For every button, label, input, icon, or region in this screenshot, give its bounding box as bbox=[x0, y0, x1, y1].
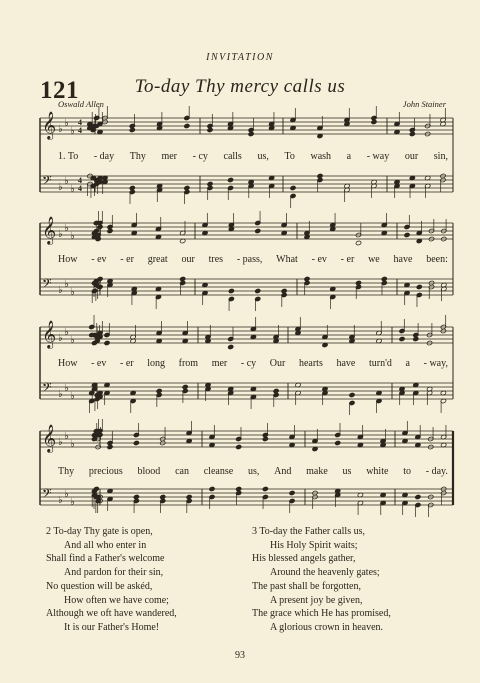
lyric-syllable: - pass, bbox=[236, 254, 263, 265]
lyric-syllable: Thy bbox=[129, 151, 146, 162]
hymn-number: 121 bbox=[40, 77, 79, 104]
notehead bbox=[209, 486, 215, 491]
treble-clef-icon: 𝄞 bbox=[42, 424, 57, 452]
lyric-syllable: And bbox=[274, 466, 292, 477]
flat-icon: ♭ bbox=[64, 279, 69, 290]
lyric-line bbox=[58, 358, 448, 369]
notehead bbox=[91, 340, 97, 345]
notehead bbox=[349, 392, 355, 397]
lyric-syllable: to bbox=[403, 466, 411, 477]
flat-icon: ♭ bbox=[58, 389, 63, 400]
verse-line: The past shall be forgotten, bbox=[252, 580, 361, 592]
lyric-syllable: - way bbox=[366, 151, 390, 162]
time-signature: 4 bbox=[78, 176, 82, 185]
lyric-syllable: us, bbox=[257, 151, 269, 162]
verse-line: 3 To-day the Father calls us, bbox=[252, 526, 365, 537]
notehead bbox=[107, 444, 113, 449]
flat-icon: ♭ bbox=[64, 431, 69, 442]
lyric-syllable: precious bbox=[88, 466, 123, 477]
verse-line: How often we have come; bbox=[64, 594, 169, 606]
flat-icon: ♭ bbox=[58, 437, 63, 448]
flat-icon: ♭ bbox=[58, 229, 63, 240]
flat-icon: ♭ bbox=[70, 126, 75, 137]
lyric-syllable: tres bbox=[208, 254, 224, 265]
notehead bbox=[415, 494, 421, 499]
lyric-syllable: have bbox=[336, 358, 356, 369]
treble-clef-icon: 𝄞 bbox=[42, 216, 57, 244]
lyric-syllable: - ev bbox=[311, 254, 327, 265]
flat-icon: ♭ bbox=[70, 231, 75, 242]
lyric-syllable: a bbox=[346, 151, 352, 162]
notehead bbox=[133, 440, 139, 445]
flat-icon: ♭ bbox=[64, 327, 69, 338]
notehead bbox=[409, 131, 415, 136]
composer-name: John Stainer bbox=[402, 99, 446, 109]
treble-clef-icon: 𝄞 bbox=[42, 111, 57, 139]
lyric-syllable: a bbox=[405, 358, 410, 369]
lyric-syllable: from bbox=[178, 358, 199, 369]
lyric-syllable: - er bbox=[340, 254, 355, 265]
flat-icon: ♭ bbox=[58, 182, 63, 193]
lyric-syllable: Thy bbox=[58, 466, 75, 477]
lyric-syllable: wash bbox=[310, 151, 332, 162]
flat-icon: ♭ bbox=[64, 489, 69, 500]
notehead bbox=[228, 344, 234, 349]
lyric-syllable: - cy bbox=[240, 358, 257, 369]
verse-line: And all who enter in bbox=[64, 539, 147, 551]
lyric-syllable: To bbox=[284, 151, 295, 162]
bass-clef-icon: 𝄢 bbox=[42, 173, 52, 191]
lyric-syllable: - cy bbox=[192, 151, 208, 162]
flat-icon: ♭ bbox=[64, 176, 69, 187]
notehead bbox=[248, 131, 254, 136]
lyric-syllable: - way, bbox=[423, 358, 448, 369]
verse-line: The grace which He has promised, bbox=[252, 608, 391, 620]
notehead bbox=[335, 440, 341, 445]
lyric-syllable: our bbox=[181, 254, 195, 265]
notehead bbox=[228, 288, 234, 293]
notehead bbox=[289, 490, 295, 495]
lyric-syllable: - ev bbox=[91, 358, 107, 369]
flat-icon: ♭ bbox=[64, 223, 69, 234]
author-name: Oswald Allen bbox=[58, 99, 104, 109]
time-signature: 4 bbox=[78, 118, 82, 127]
notehead bbox=[371, 119, 377, 124]
verse-3 bbox=[252, 525, 391, 635]
flat-icon: ♭ bbox=[58, 333, 63, 344]
verse-line: Shall find a Father's welcome bbox=[46, 553, 165, 565]
lyric-syllable: we bbox=[368, 254, 380, 265]
flat-icon: ♭ bbox=[70, 184, 75, 195]
lyric-syllable: - day. bbox=[425, 466, 448, 477]
flat-icon: ♭ bbox=[70, 287, 75, 298]
flat-icon: ♭ bbox=[70, 391, 75, 402]
lyric-syllable: great bbox=[147, 254, 168, 265]
notehead bbox=[262, 486, 268, 491]
lyric-syllable: - er bbox=[119, 358, 134, 369]
notehead bbox=[104, 340, 110, 345]
lyric-syllable: turn'd bbox=[369, 358, 392, 369]
notehead bbox=[227, 177, 233, 182]
lyric-syllable: How bbox=[58, 358, 78, 369]
lyric-syllable: hearts bbox=[298, 358, 323, 369]
lyric-syllable: have bbox=[393, 254, 413, 265]
bass-clef-icon: 𝄢 bbox=[42, 276, 52, 294]
lyric-syllable: - ev bbox=[91, 254, 107, 265]
lyric-syllable: can bbox=[175, 466, 189, 477]
bass-clef-icon: 𝄢 bbox=[42, 486, 52, 504]
verse-line: His Holy Spirit waits; bbox=[270, 539, 358, 551]
flat-icon: ♭ bbox=[64, 383, 69, 394]
lyric-syllable: - day bbox=[93, 151, 115, 162]
verse-line: And pardon for their sin, bbox=[64, 567, 164, 579]
notehead bbox=[404, 232, 410, 237]
flat-icon: ♭ bbox=[64, 118, 69, 129]
flat-icon: ♭ bbox=[58, 285, 63, 296]
lyric-syllable: How bbox=[58, 254, 78, 265]
verse-line: His blessed angels gather, bbox=[252, 553, 356, 565]
lyric-syllable: cleanse bbox=[203, 466, 234, 477]
notehead bbox=[184, 123, 190, 128]
lyric-syllable: us bbox=[342, 466, 352, 477]
verse-line: It is our Father's Home! bbox=[64, 621, 160, 633]
lyric-syllable: What bbox=[276, 254, 298, 265]
notehead bbox=[290, 185, 296, 190]
lyric-syllable: 1. To bbox=[58, 151, 79, 162]
flat-icon: ♭ bbox=[58, 495, 63, 506]
notehead bbox=[255, 228, 261, 233]
lyric-syllable: - er bbox=[120, 254, 134, 265]
lyric-syllable: mer bbox=[211, 358, 228, 369]
lyric-syllable: sin, bbox=[433, 151, 448, 162]
lyric-syllable: been: bbox=[426, 254, 448, 265]
verse-line: Around the heavenly gates; bbox=[270, 567, 380, 579]
flat-icon: ♭ bbox=[58, 124, 63, 135]
notehead bbox=[236, 444, 242, 449]
lyric-syllable: mer bbox=[161, 151, 177, 162]
lyric-syllable: long bbox=[147, 358, 165, 369]
time-signature: 4 bbox=[78, 184, 82, 193]
flat-icon: ♭ bbox=[70, 439, 75, 450]
notehead bbox=[129, 127, 135, 132]
lyric-syllable: white bbox=[366, 466, 389, 477]
notehead bbox=[416, 284, 422, 289]
notehead bbox=[107, 228, 113, 233]
notehead bbox=[399, 336, 405, 341]
flat-icon: ♭ bbox=[70, 335, 75, 346]
time-signature: 4 bbox=[78, 126, 82, 135]
notehead bbox=[413, 336, 419, 341]
lyric-syllable: blood bbox=[137, 466, 161, 477]
verse-line: No question will be askéd, bbox=[46, 580, 153, 592]
treble-clef-icon: 𝄞 bbox=[42, 320, 57, 348]
notehead bbox=[255, 288, 261, 293]
lyric-syllable: calls bbox=[223, 151, 242, 162]
section-heading: INVITATION bbox=[206, 52, 274, 63]
lyric-line bbox=[58, 254, 448, 265]
verse-line: A present joy be given, bbox=[270, 594, 363, 606]
lyric-syllable: Our bbox=[269, 358, 286, 369]
lyric-line bbox=[58, 151, 448, 162]
verse-2 bbox=[46, 525, 177, 635]
lyric-syllable: make bbox=[306, 466, 328, 477]
verse-line: A glorious crown in heaven. bbox=[270, 621, 384, 633]
verse-line: Although we oft have wandered, bbox=[46, 608, 177, 620]
notehead bbox=[355, 240, 361, 245]
page-number: 93 bbox=[235, 650, 245, 661]
notehead bbox=[262, 436, 268, 441]
flat-icon: ♭ bbox=[70, 497, 75, 508]
lyric-syllable: our bbox=[404, 151, 419, 162]
lyric-syllable: us, bbox=[247, 466, 260, 477]
hymn-title: To-day Thy mercy calls us bbox=[134, 76, 346, 97]
bass-clef-icon: 𝄢 bbox=[42, 380, 52, 398]
lyric-line bbox=[58, 466, 448, 477]
notehead bbox=[207, 127, 213, 132]
verse-line: 2 To-day Thy gate is open, bbox=[46, 526, 153, 537]
